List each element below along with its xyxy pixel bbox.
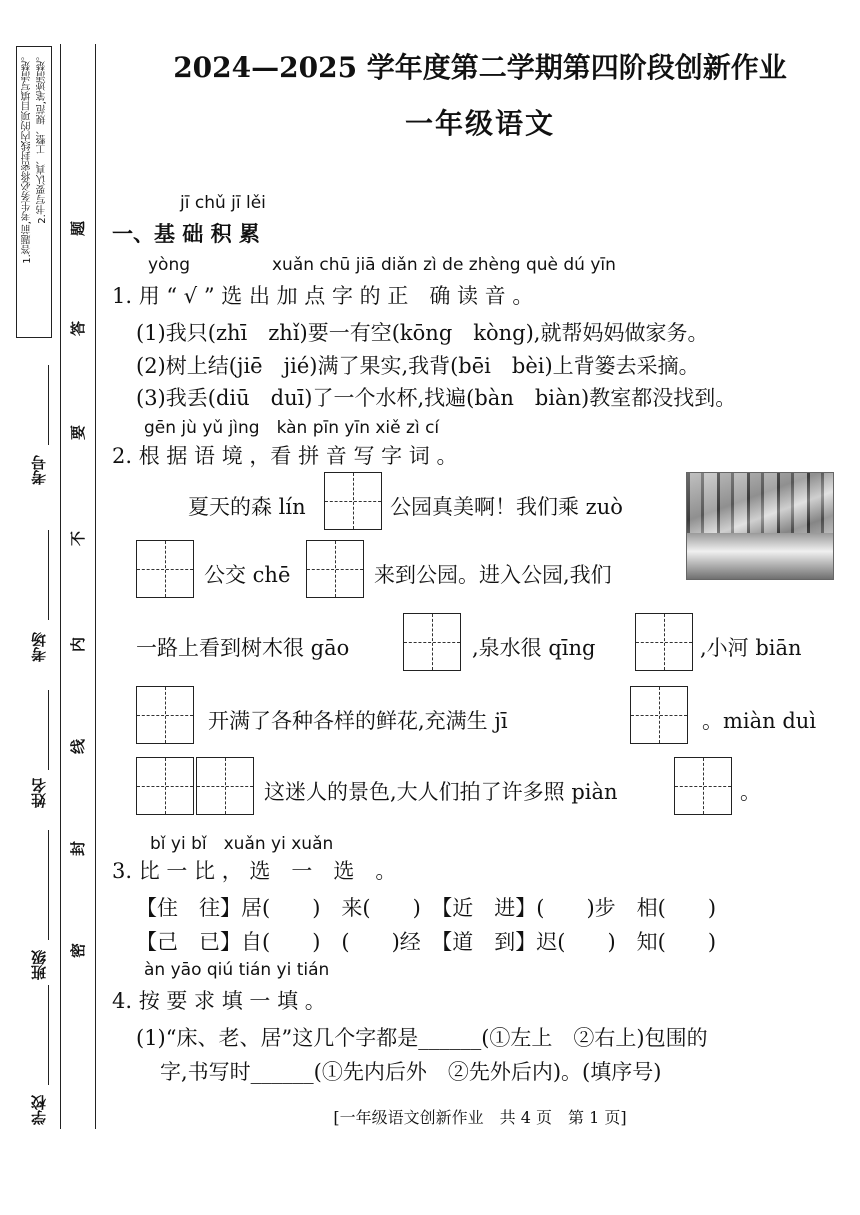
- q2-pinyin: gēn jù yǔ jìng kàn pīn yīn xiě zì cí: [144, 418, 440, 438]
- q2-r1a: 夏天的森 lín: [188, 495, 306, 519]
- q1-item-2: (2)树上结(jiē jié)满了果实,我背(bēi bèi)上背篓去采摘。: [136, 354, 700, 378]
- field-line: [48, 530, 49, 620]
- answer-box[interactable]: [196, 757, 254, 815]
- q2-r4a: 开满了各种各样的鲜花,充满生 jī: [208, 709, 508, 733]
- q1-item-3: (3)我丢(diū duī)了一个水杯,找遍(bàn biàn)教室都没找到。: [136, 386, 737, 410]
- binding-line-inner: [95, 44, 96, 1129]
- field-school: 学校: [30, 1095, 48, 1125]
- seal-char: 答: [69, 320, 88, 337]
- q2-r2a: 公交 chē: [204, 563, 291, 587]
- answer-box[interactable]: [136, 686, 194, 744]
- field-class: 班级: [30, 950, 48, 980]
- field-exam-room: 考场: [30, 632, 48, 662]
- q1-text: 1. 用 “ √ ” 选 出 加 点 字 的 正 确 读 音 。: [112, 284, 534, 308]
- q4-pinyin: àn yāo qiú tián yi tián: [144, 960, 330, 980]
- seal-char: 题: [69, 220, 88, 237]
- q2-r3b: ,泉水很 qīng: [472, 636, 596, 660]
- answer-box[interactable]: [306, 540, 364, 598]
- seal-char: 内: [69, 636, 88, 653]
- field-name: 姓名: [30, 778, 48, 808]
- q3-pinyin: bǐ yi bǐ xuǎn yi xuǎn: [150, 834, 334, 854]
- q3-row2: 【己 已】自( ) ( )经 【道 到】迟( ) 知( ): [136, 930, 717, 954]
- instruction-2: 2.书写要认真、工整、规范,笔迹清楚。: [37, 51, 48, 224]
- q2-r3c: ,小河 biān: [700, 636, 802, 660]
- field-line: [48, 365, 49, 445]
- answer-box[interactable]: [324, 472, 382, 530]
- q1-item-1: (1)我只(zhī zhǐ)要一有空(kōng kòng),就帮妈妈做家务。: [136, 321, 709, 345]
- q1-pinyin-b: xuǎn chū jiā diǎn zì de zhèng què dú yīn: [272, 255, 616, 275]
- q1-pinyin-a: yòng: [148, 255, 191, 275]
- q3-text: 3. 比 一 比 ， 选 一 选 。: [112, 859, 397, 883]
- seal-char: 不: [69, 530, 88, 547]
- q4-text: 4. 按 要 求 填 一 填 。: [112, 989, 326, 1013]
- seal-char: 密: [69, 942, 88, 959]
- field-exam-number: 考号: [30, 455, 48, 485]
- binding-line-outer: [60, 44, 61, 1129]
- answer-box[interactable]: [136, 757, 194, 815]
- page-footer: [一年级语文创新作业 共 4 页 第 1 页]: [333, 1108, 627, 1127]
- answer-box[interactable]: [630, 686, 688, 744]
- field-line: [48, 985, 49, 1085]
- q2-r2b: 来到公园。进入公园,我们: [374, 563, 612, 587]
- forest-stream-photo: [686, 472, 834, 580]
- q4-line1: (1)“床、老、居”这几个字都是______(①左上 ②右上)包围的: [136, 1026, 708, 1050]
- seal-char: 要: [69, 424, 88, 441]
- seal-char: 封: [69, 840, 88, 857]
- q2-r5a: 这迷人的景色,大人们拍了许多照 piàn: [264, 780, 618, 804]
- answer-box[interactable]: [635, 613, 693, 671]
- q2-r5b: 。: [740, 780, 761, 804]
- page-subtitle: 一年级语文: [404, 107, 555, 140]
- q2-r1b: 公园真美啊！我们乘 zuò: [390, 495, 623, 519]
- page-title: 2024—2025 学年度第二学期第四阶段创新作业: [173, 51, 787, 84]
- q2-r4b: 。miàn duì: [702, 709, 817, 733]
- section1-heading: 一、基 础 积 累: [112, 222, 260, 246]
- instruction-1: 1.答题前,考生务必将密封线内的项目填写清楚。: [22, 51, 33, 264]
- q3-row1: 【住 往】居( ) 来( ) 【近 进】( )步 相( ): [136, 896, 717, 920]
- answer-box[interactable]: [403, 613, 461, 671]
- q4-line2: 字,书写时______(①先内后外 ②先外后内)。(填序号): [160, 1060, 662, 1084]
- q2-r3a: 一路上看到树木很 gāo: [136, 636, 350, 660]
- section1-pinyin: jī chǔ jī lěi: [180, 193, 266, 213]
- q2-text: 2. 根 据 语 境 ，看 拼 音 写 字 词 。: [112, 444, 458, 468]
- seal-char: 线: [69, 738, 88, 755]
- field-line: [48, 690, 49, 770]
- answer-box[interactable]: [136, 540, 194, 598]
- answer-box[interactable]: [674, 757, 732, 815]
- field-line: [48, 830, 49, 940]
- instructions-box: [16, 46, 52, 338]
